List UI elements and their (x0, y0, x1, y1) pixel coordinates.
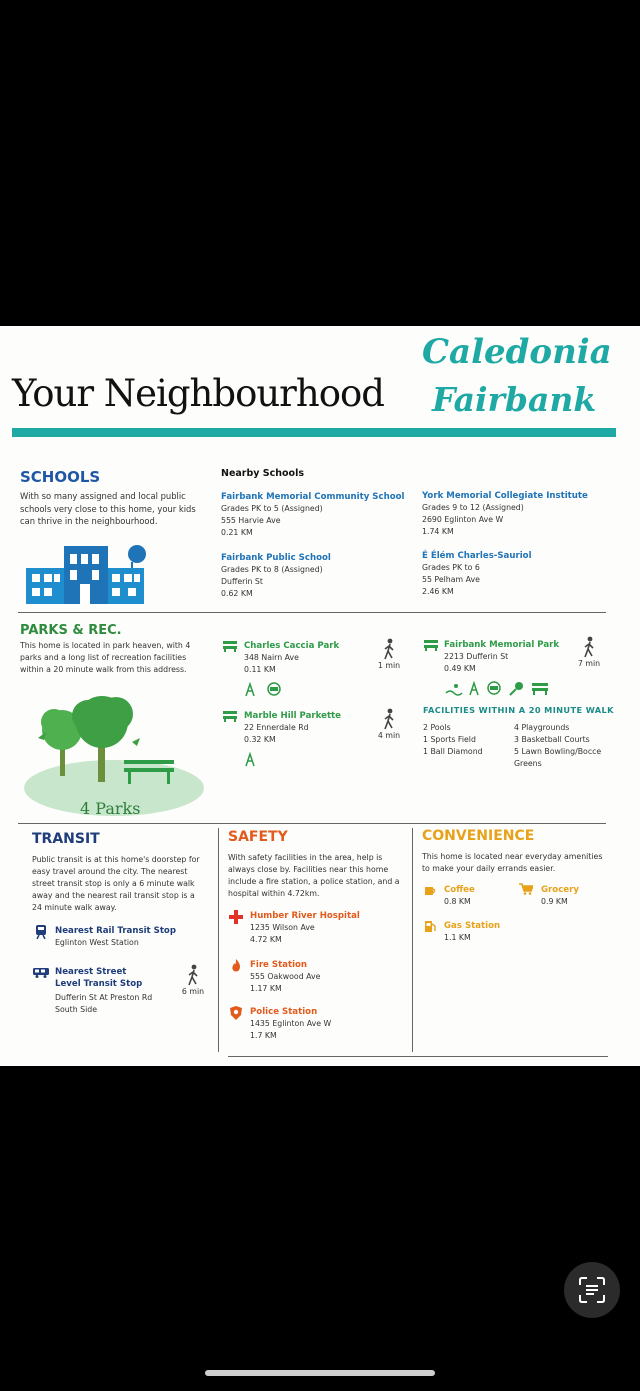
facility-item: 4 Playgrounds (514, 723, 570, 732)
school-address: 2690 Eglinton Ave W (422, 515, 504, 524)
walk-time (374, 708, 404, 742)
school-address: Dufferin St (221, 577, 263, 586)
safety-address: 1435 Eglinton Ave W (250, 1019, 332, 1028)
grocery-cart-icon (519, 883, 533, 895)
park-card (244, 640, 374, 676)
safety-distance: 1.17 KM (250, 984, 282, 993)
school-address: 555 Harvie Ave (221, 516, 281, 525)
walk-minutes: 7 min (577, 659, 601, 668)
park-bench-icon (424, 639, 438, 651)
scan-text-icon (578, 1276, 606, 1304)
parks-count-label: 4 Parks (80, 799, 141, 818)
rail-transit-card (55, 925, 205, 949)
safety-distance: 4.72 KM (250, 935, 282, 944)
home-indicator[interactable] (205, 1370, 435, 1376)
park-name: Charles Caccia Park (244, 641, 340, 651)
school-grades: Grades PK to 6 (422, 563, 480, 572)
facility-item: 1 Sports Field (423, 735, 476, 744)
header-rule (12, 428, 616, 437)
school-distance: 0.21 KM (221, 528, 253, 537)
walking-person-icon (186, 964, 200, 986)
facility-item: 1 Ball Diamond (423, 747, 483, 756)
school-building-icon (24, 540, 154, 606)
school-grades: Grades 9 to 12 (Assigned) (422, 503, 524, 512)
park-name: Marble Hill Parkette (244, 711, 341, 721)
park-address: 348 Nairn Ave (244, 653, 299, 662)
divider (228, 1056, 608, 1057)
facilities-heading: FACILITIES WITHIN A 20 MINUTE WALK (423, 705, 614, 715)
convenience-name: Gas Station (444, 921, 501, 931)
convenience-name: Coffee (444, 885, 475, 895)
convenience-card (541, 884, 611, 908)
column-divider (412, 828, 413, 1052)
transit-heading: TRANSIT (32, 831, 100, 847)
school-address: 55 Pelham Ave (422, 575, 480, 584)
divider (18, 612, 606, 613)
school-name: Fairbank Memorial Community School (221, 492, 405, 502)
schools-description: With so many assigned and local public schools very close to this home, your kids can thrive in the neighbourhood. (20, 491, 196, 527)
walk-minutes: 4 min (377, 731, 401, 740)
school-distance: 0.62 KM (221, 589, 253, 598)
schools-heading: SCHOOLS (20, 468, 101, 486)
safety-name: Fire Station (250, 960, 308, 970)
safety-card (250, 1006, 400, 1042)
school-card (221, 552, 411, 600)
parks-description: This home is located in park heaven, with 4 parks and a long list of recreation facilities within a 20 minute walk from this address. (20, 641, 191, 674)
convenience-distance: 1.1 KM (444, 933, 471, 942)
transit-description: Public transit is at this home's doorstep for easy travel around the city. The nearest street transit stop is only a 6 minute walk away and the nearest rail transit stop is a 24 minute walk away. (32, 855, 200, 912)
facility-item: 3 Basketball Courts (514, 735, 590, 744)
walking-person-icon (382, 638, 396, 660)
facility-item: 5 Lawn Bowling/Bocce Greens (514, 747, 602, 768)
police-badge-icon (230, 1006, 242, 1020)
safety-distance: 1.7 KM (250, 1031, 277, 1040)
street-transit-card (55, 966, 155, 1016)
walking-person-icon (382, 708, 396, 730)
park-facility-icons (244, 682, 284, 698)
safety-heading: SAFETY (228, 829, 288, 845)
train-icon (35, 925, 47, 939)
school-name: York Memorial Collegiate Institute (422, 491, 588, 501)
facilities-list-right (514, 722, 614, 770)
park-card (244, 710, 374, 746)
lens-button[interactable] (564, 1262, 620, 1318)
school-grades: Grades PK to 5 (Assigned) (221, 504, 323, 513)
bus-icon (33, 968, 49, 978)
park-card (444, 639, 584, 675)
park-distance: 0.49 KM (444, 664, 476, 673)
park-bench-icon (223, 710, 237, 722)
safety-card (250, 959, 400, 995)
rail-transit-stop: Eglinton West Station (55, 938, 139, 947)
park-name: Fairbank Memorial Park (444, 640, 560, 650)
walking-person-icon (582, 636, 596, 658)
park-facility-icons (444, 681, 554, 697)
school-distance: 2.46 KM (422, 587, 454, 596)
school-name: É Élém Charles-Sauriol (422, 551, 532, 561)
facility-item: 2 Pools (423, 723, 451, 732)
park-bench-icon (223, 640, 237, 652)
convenience-description: This home is located near everyday amenities to make your daily errands easier. (422, 852, 603, 873)
convenience-distance: 0.8 KM (444, 897, 471, 906)
column-divider (218, 828, 219, 1052)
walk-minutes: 6 min (181, 987, 205, 996)
convenience-card (444, 920, 534, 944)
school-card (422, 550, 622, 598)
brand-line-1: Caledonia (422, 332, 612, 372)
walk-time (574, 636, 604, 670)
divider (18, 823, 606, 824)
park-distance: 0.32 KM (244, 735, 276, 744)
park-address: 2213 Dufferin St (444, 652, 509, 661)
safety-address: 555 Oakwood Ave (250, 972, 321, 981)
street-transit-label: Nearest Street Level Transit Stop (55, 967, 143, 989)
safety-name: Humber River Hospital (250, 911, 360, 921)
school-grades: Grades PK to 8 (Assigned) (221, 565, 323, 574)
neighbourhood-document (0, 326, 640, 1066)
parks-heading: PARKS & REC. (20, 623, 122, 638)
hospital-cross-icon (229, 910, 243, 924)
safety-card (250, 910, 400, 946)
playground-icon (244, 752, 258, 768)
convenience-heading: CONVENIENCE (422, 828, 535, 844)
park-address: 22 Ennerdale Rd (244, 723, 309, 732)
page-title: Your Neighbourhood (12, 372, 384, 415)
gas-pump-icon (425, 920, 437, 932)
rail-transit-label: Nearest Rail Transit Stop (55, 926, 176, 936)
safety-name: Police Station (250, 1007, 318, 1017)
school-distance: 1.74 KM (422, 527, 454, 536)
walk-time (374, 638, 404, 672)
walk-minutes: 1 min (377, 661, 401, 670)
convenience-card (444, 884, 514, 908)
walk-time (178, 964, 208, 998)
convenience-name: Grocery (541, 885, 579, 895)
street-transit-stop: Dufferin St At Preston Rd South Side (55, 993, 153, 1014)
nearby-schools-heading: Nearby Schools (221, 468, 304, 479)
safety-address: 1235 Wilson Ave (250, 923, 315, 932)
park-distance: 0.11 KM (244, 665, 276, 674)
school-card (422, 490, 622, 538)
safety-description: With safety facilities in the area, help is always close by. Facilities near this home include a fire station, a police station, and a hospital within 4.72km. (228, 853, 400, 898)
school-card (221, 491, 411, 539)
convenience-distance: 0.9 KM (541, 897, 568, 906)
facilities-list-left (423, 722, 508, 758)
coffee-cup-icon (424, 884, 436, 896)
brand-line-2: Fairbank (432, 380, 597, 419)
fire-icon (231, 959, 241, 973)
school-name: Fairbank Public School (221, 553, 331, 563)
